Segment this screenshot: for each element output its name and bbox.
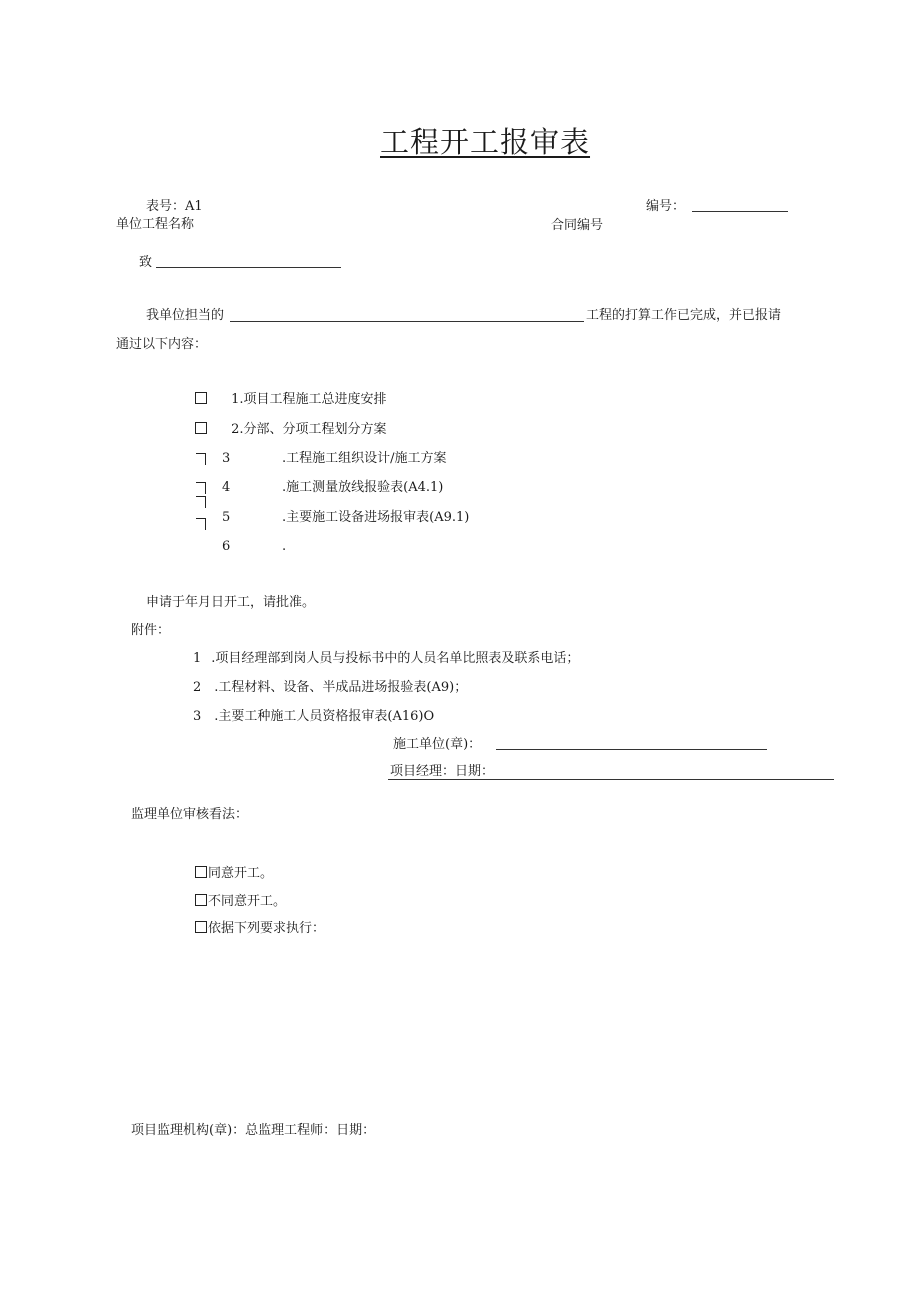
attachments-label: 附件： xyxy=(131,623,171,638)
checkbox-icon[interactable] xyxy=(195,894,207,906)
bracket-checkbox-icon[interactable] xyxy=(196,496,206,508)
bracket-checkbox-icon[interactable] xyxy=(196,518,206,530)
checkbox-icon[interactable] xyxy=(195,392,207,404)
supervision-signature-line: 项目监理机构(章)：总监理工程师：日期： xyxy=(131,1123,376,1138)
apply-text: 申请于年月日开工，请批准。 xyxy=(146,595,316,610)
list-item-text: . xyxy=(282,539,287,554)
list-item-number: 5 xyxy=(222,510,231,525)
project-name-field[interactable] xyxy=(230,321,584,322)
option-agree: 同意开工。 xyxy=(195,866,273,880)
list-item-number: 6 xyxy=(222,539,231,554)
list-item-text: .主要施工设备进场报审表(A9.1) xyxy=(282,510,470,525)
intro-prefix: 我单位担当的 xyxy=(146,308,225,323)
attachment-item: 2 .工程材料、设备、半成品进场报验表(A9)； xyxy=(193,680,468,695)
list-item-number: 4 xyxy=(222,480,231,495)
checkbox-icon[interactable] xyxy=(195,866,207,878)
list-item: 1.项目工程施工总进度安排 xyxy=(195,392,387,406)
attachment-item: 3 .主要工种施工人员资格报审表(A16)O xyxy=(193,709,435,724)
attachment-item: 1 .项目经理部到岗人员与投标书中的人员名单比照表及联系电话； xyxy=(193,651,580,666)
option-conditional: 依据下列要求执行： xyxy=(195,921,325,935)
to-label: 致 xyxy=(139,255,153,270)
serial-number-label: 编号： xyxy=(646,199,686,214)
contractor-seal-label: 施工单位(章)： xyxy=(393,737,482,752)
contractor-seal-field[interactable] xyxy=(496,749,767,750)
list-item-number: 3 xyxy=(222,451,231,466)
bracket-checkbox-icon[interactable] xyxy=(196,453,206,465)
list-item: 2.分部、分项工程划分方案 xyxy=(195,422,387,436)
bracket-checkbox-icon[interactable] xyxy=(196,482,206,494)
supervision-label: 监理单位审核看法： xyxy=(131,807,249,822)
unit-project-name-label: 单位工程名称 xyxy=(116,217,195,232)
list-item-text: .工程施工组织设计/施工方案 xyxy=(282,451,447,466)
recipient-field[interactable] xyxy=(156,267,341,268)
intro-suffix: 工程的打算工作已完成，并已报请 xyxy=(586,308,782,323)
intro-line-2: 通过以下内容： xyxy=(116,337,208,352)
manager-date-label: 项目经理：日期： xyxy=(390,764,495,779)
list-item-text: .施工测量放线报验表(A4.1) xyxy=(282,480,444,495)
contract-number-label: 合同编号 xyxy=(551,218,604,233)
page-title: 工程开工报审表 xyxy=(380,125,591,159)
option-disagree: 不同意开工。 xyxy=(195,894,286,908)
serial-number-field[interactable] xyxy=(692,211,788,212)
checkbox-icon[interactable] xyxy=(195,921,207,933)
checkbox-icon[interactable] xyxy=(195,422,207,434)
manager-date-field[interactable] xyxy=(388,779,834,780)
form-number: 表号：A1 xyxy=(146,199,203,214)
